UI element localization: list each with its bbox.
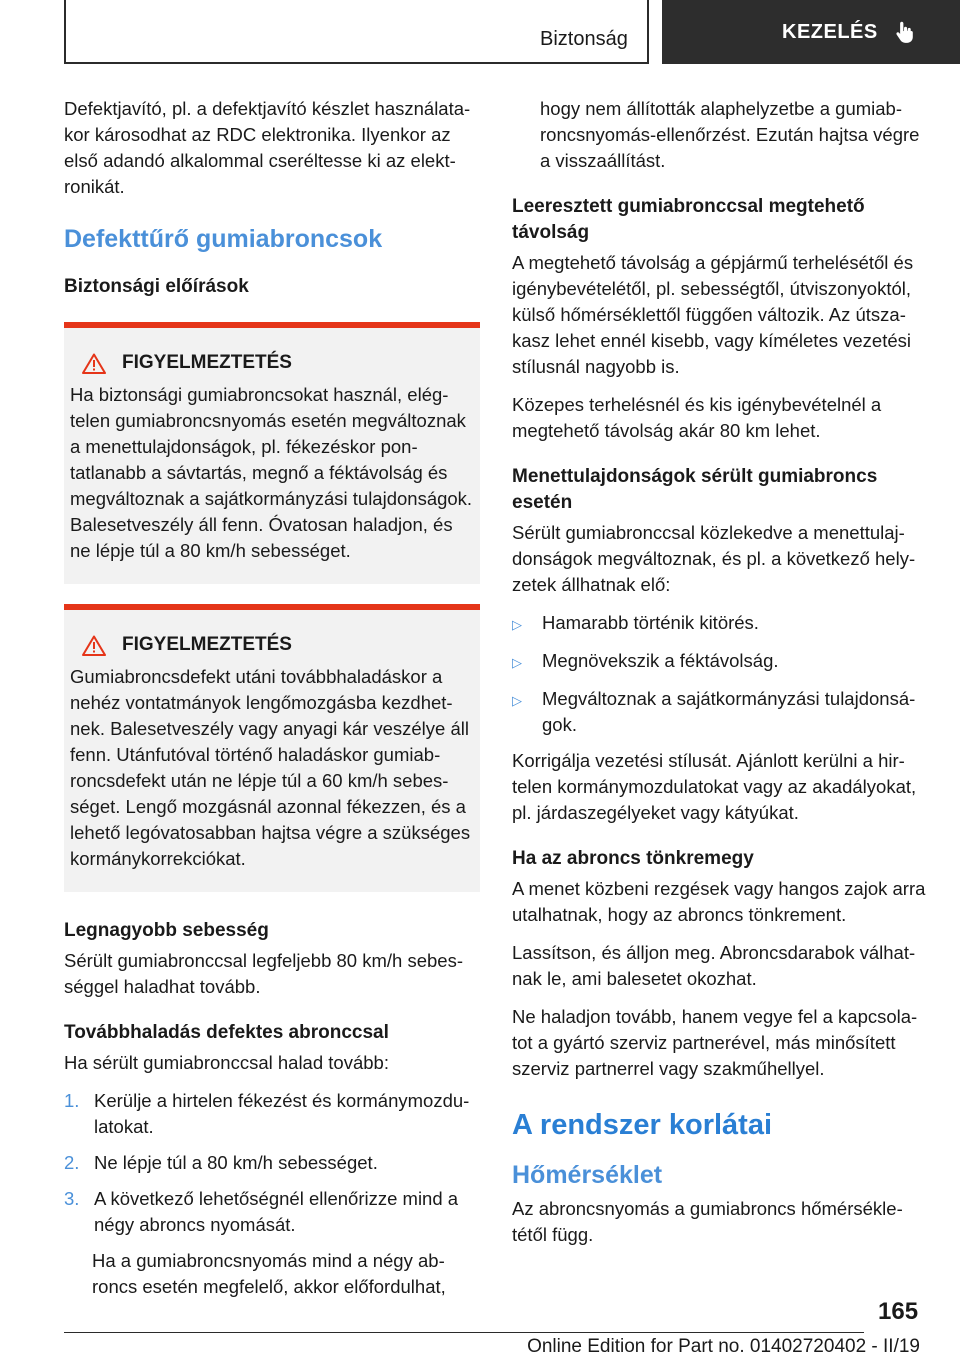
destroy-paragraph-3: Ne haladjon tovább, hanem vegye fel a kapcsolatot a gyártó szerviz partnerével, más minősített szerviz partnerrel vagy szakműhellyel. [512, 1006, 918, 1079]
step-number: 1. [64, 1090, 80, 1111]
step-text: Ne lépje túl a 80 km/h sebességet. [94, 1152, 378, 1173]
left-column [64, 96, 480, 1312]
intro-paragraph: Defektjavító, pl. a defektjavító készlet használatakor károsodhat az RDC elektronika. Ilyenkor az első adandó alkalommal cseréltesse ki az elektronikát. [64, 98, 471, 197]
step3-note: Ha a gumiabroncsnyomás mind a négy abroncs esetén megfelelő, akkor előfordulhat, [92, 1250, 446, 1297]
bullet-text: Hamarabb történik kitörés. [542, 612, 759, 633]
warning-box [64, 322, 480, 584]
step-text: Kerülje a hirtelen fékezést és kormánymozdulatokat. [94, 1090, 470, 1137]
temperature-text: Az abroncsnyomás a gumiabroncs hőmérsékletétől függ. [512, 1198, 903, 1245]
safety-title: Biztonsági előírások [64, 276, 249, 297]
warning-text: Ha biztonsági gumiabroncsokat használ, elégtelen gumiabroncsnyomás esetén megváltoznak a menettulajdonságok, pl. fékezéskor pontatlanabb a sávtartás, megnő a féktávolság és megváltoznak a sajátkormányzási tulajdonságok. Balesetveszély áll fenn. Óvatosan haladjon, és ne lépje túl a 80 km/h sebességet. [70, 384, 473, 561]
chapter-tab[interactable] [662, 0, 960, 64]
list-item [512, 686, 928, 738]
hand-pointer-icon [892, 19, 918, 45]
step-number: 3. [64, 1188, 80, 1209]
warning-triangle-icon [82, 635, 106, 656]
destroy-paragraph-1: A menet közbeni rezgések vagy hangos zajok arra utalhatnak, hogy az abroncs tönkrement. [512, 878, 926, 925]
footer-rule [64, 1332, 864, 1333]
list-item [64, 1088, 480, 1140]
list-item [64, 1186, 480, 1238]
list-item [64, 1150, 480, 1176]
step3-note-continued: hogy nem állították alaphelyzetbe a gumiabroncsnyomás-ellenőrzést. Ezután hajtsa végre a visszaállítást. [540, 98, 920, 171]
temperature-heading: Hőmérséklet [512, 1161, 663, 1189]
distance-paragraph-1: A megtehető távolság a gépjármű terhelésétől és igénybevételétől, pl. sebességtől, útviszonyoktól, külső hőmérséklettől függően változik. Az útszakasz lehet ennél kisebb, vagy kíméletes vezetési stílusnál nagyobb is. [512, 252, 914, 377]
section-heading: Defekttűrő gumiabroncsok [64, 225, 383, 253]
continue-title: Továbbhaladás defektes abronccsal [64, 1022, 389, 1043]
distance-title: Leeresztett gumiabronccsal megtehető távolság [512, 196, 865, 243]
bullet-triangle-icon: ▷ [512, 693, 522, 708]
warning-title: FIGYELMEZTETÉS [122, 352, 292, 373]
bullet-text: Megváltoznak a sajátkormányzási tulajdonságok. [542, 688, 916, 735]
limits-heading: A rendszer korlátai [512, 1109, 773, 1141]
continue-text: Ha sérült gumiabronccsal halad tovább: [64, 1052, 389, 1073]
max-speed-text: Sérült gumiabronccsal legfeljebb 80 km/h sebességgel haladhat tovább. [64, 950, 463, 997]
effects-list [512, 610, 928, 738]
step-number: 2. [64, 1152, 80, 1173]
list-item [512, 610, 928, 638]
edition-text: Online Edition for Part no. 01402720402 - II/19 [527, 1336, 920, 1357]
list-item [512, 648, 928, 676]
header-separator [647, 0, 649, 64]
page-number: 165 [878, 1298, 919, 1325]
warning-title: FIGYELMEZTETÉS [122, 634, 292, 655]
step-text: A következő lehetőségnél ellenőrizze mind a négy abroncs nyomását. [94, 1188, 459, 1235]
distance-paragraph-2: Közepes terhelésnél és kis igénybevételnél a megtehető távolság akár 80 km lehet. [512, 394, 882, 441]
warning-box [64, 604, 480, 892]
correct-text: Korrigálja vezetési stílusát. Ajánlott kerülni a hirtelen kormánymozdulatokat vagy az akadályokat, pl. járdaszegélyeket vagy kátyúkat. [512, 750, 917, 823]
warning-text: Gumiabroncsdefekt utáni továbbhaladáskor a nehéz vontatmányok lengőmozgásba kezdhetnek. Balesetveszély vagy anyagi kár veszélye áll fenn. Utánfutóval történő haladáskor gumiabroncsdefekt után ne lépje túl a 60 km/h sebességet. Lengő mozgásnál azonnal fékezzen, és a lehető legóvatosabban hajtsa végre a szükséges kormánykorrekciókat. [70, 666, 471, 869]
right-column [512, 96, 928, 1260]
header-left-rule [64, 0, 66, 64]
warning-triangle-icon [82, 353, 106, 374]
chapter-tab-label: KEZELÉS [782, 20, 878, 43]
bullet-text: Megnövekszik a féktávolság. [542, 650, 779, 671]
header-bottom-rule [64, 62, 648, 64]
header-section-title: Biztonság [540, 28, 628, 50]
bullet-triangle-icon: ▷ [512, 617, 522, 632]
steps-list [64, 1088, 480, 1238]
bullet-triangle-icon: ▷ [512, 655, 522, 670]
handling-text: Sérült gumiabronccsal közlekedve a menettulajdonságok megváltoznak, és pl. a következő helyzetek állhatnak elő: [512, 522, 916, 595]
destroy-paragraph-2: Lassítson, és álljon meg. Abroncsdarabok válhatnak le, ami balesetet okozhat. [512, 942, 916, 989]
max-speed-title: Legnagyobb sebesség [64, 920, 269, 941]
destroy-title: Ha az abroncs tönkremegy [512, 848, 754, 869]
handling-title: Menettulajdonságok sérült gumiabroncs esetén [512, 466, 878, 513]
